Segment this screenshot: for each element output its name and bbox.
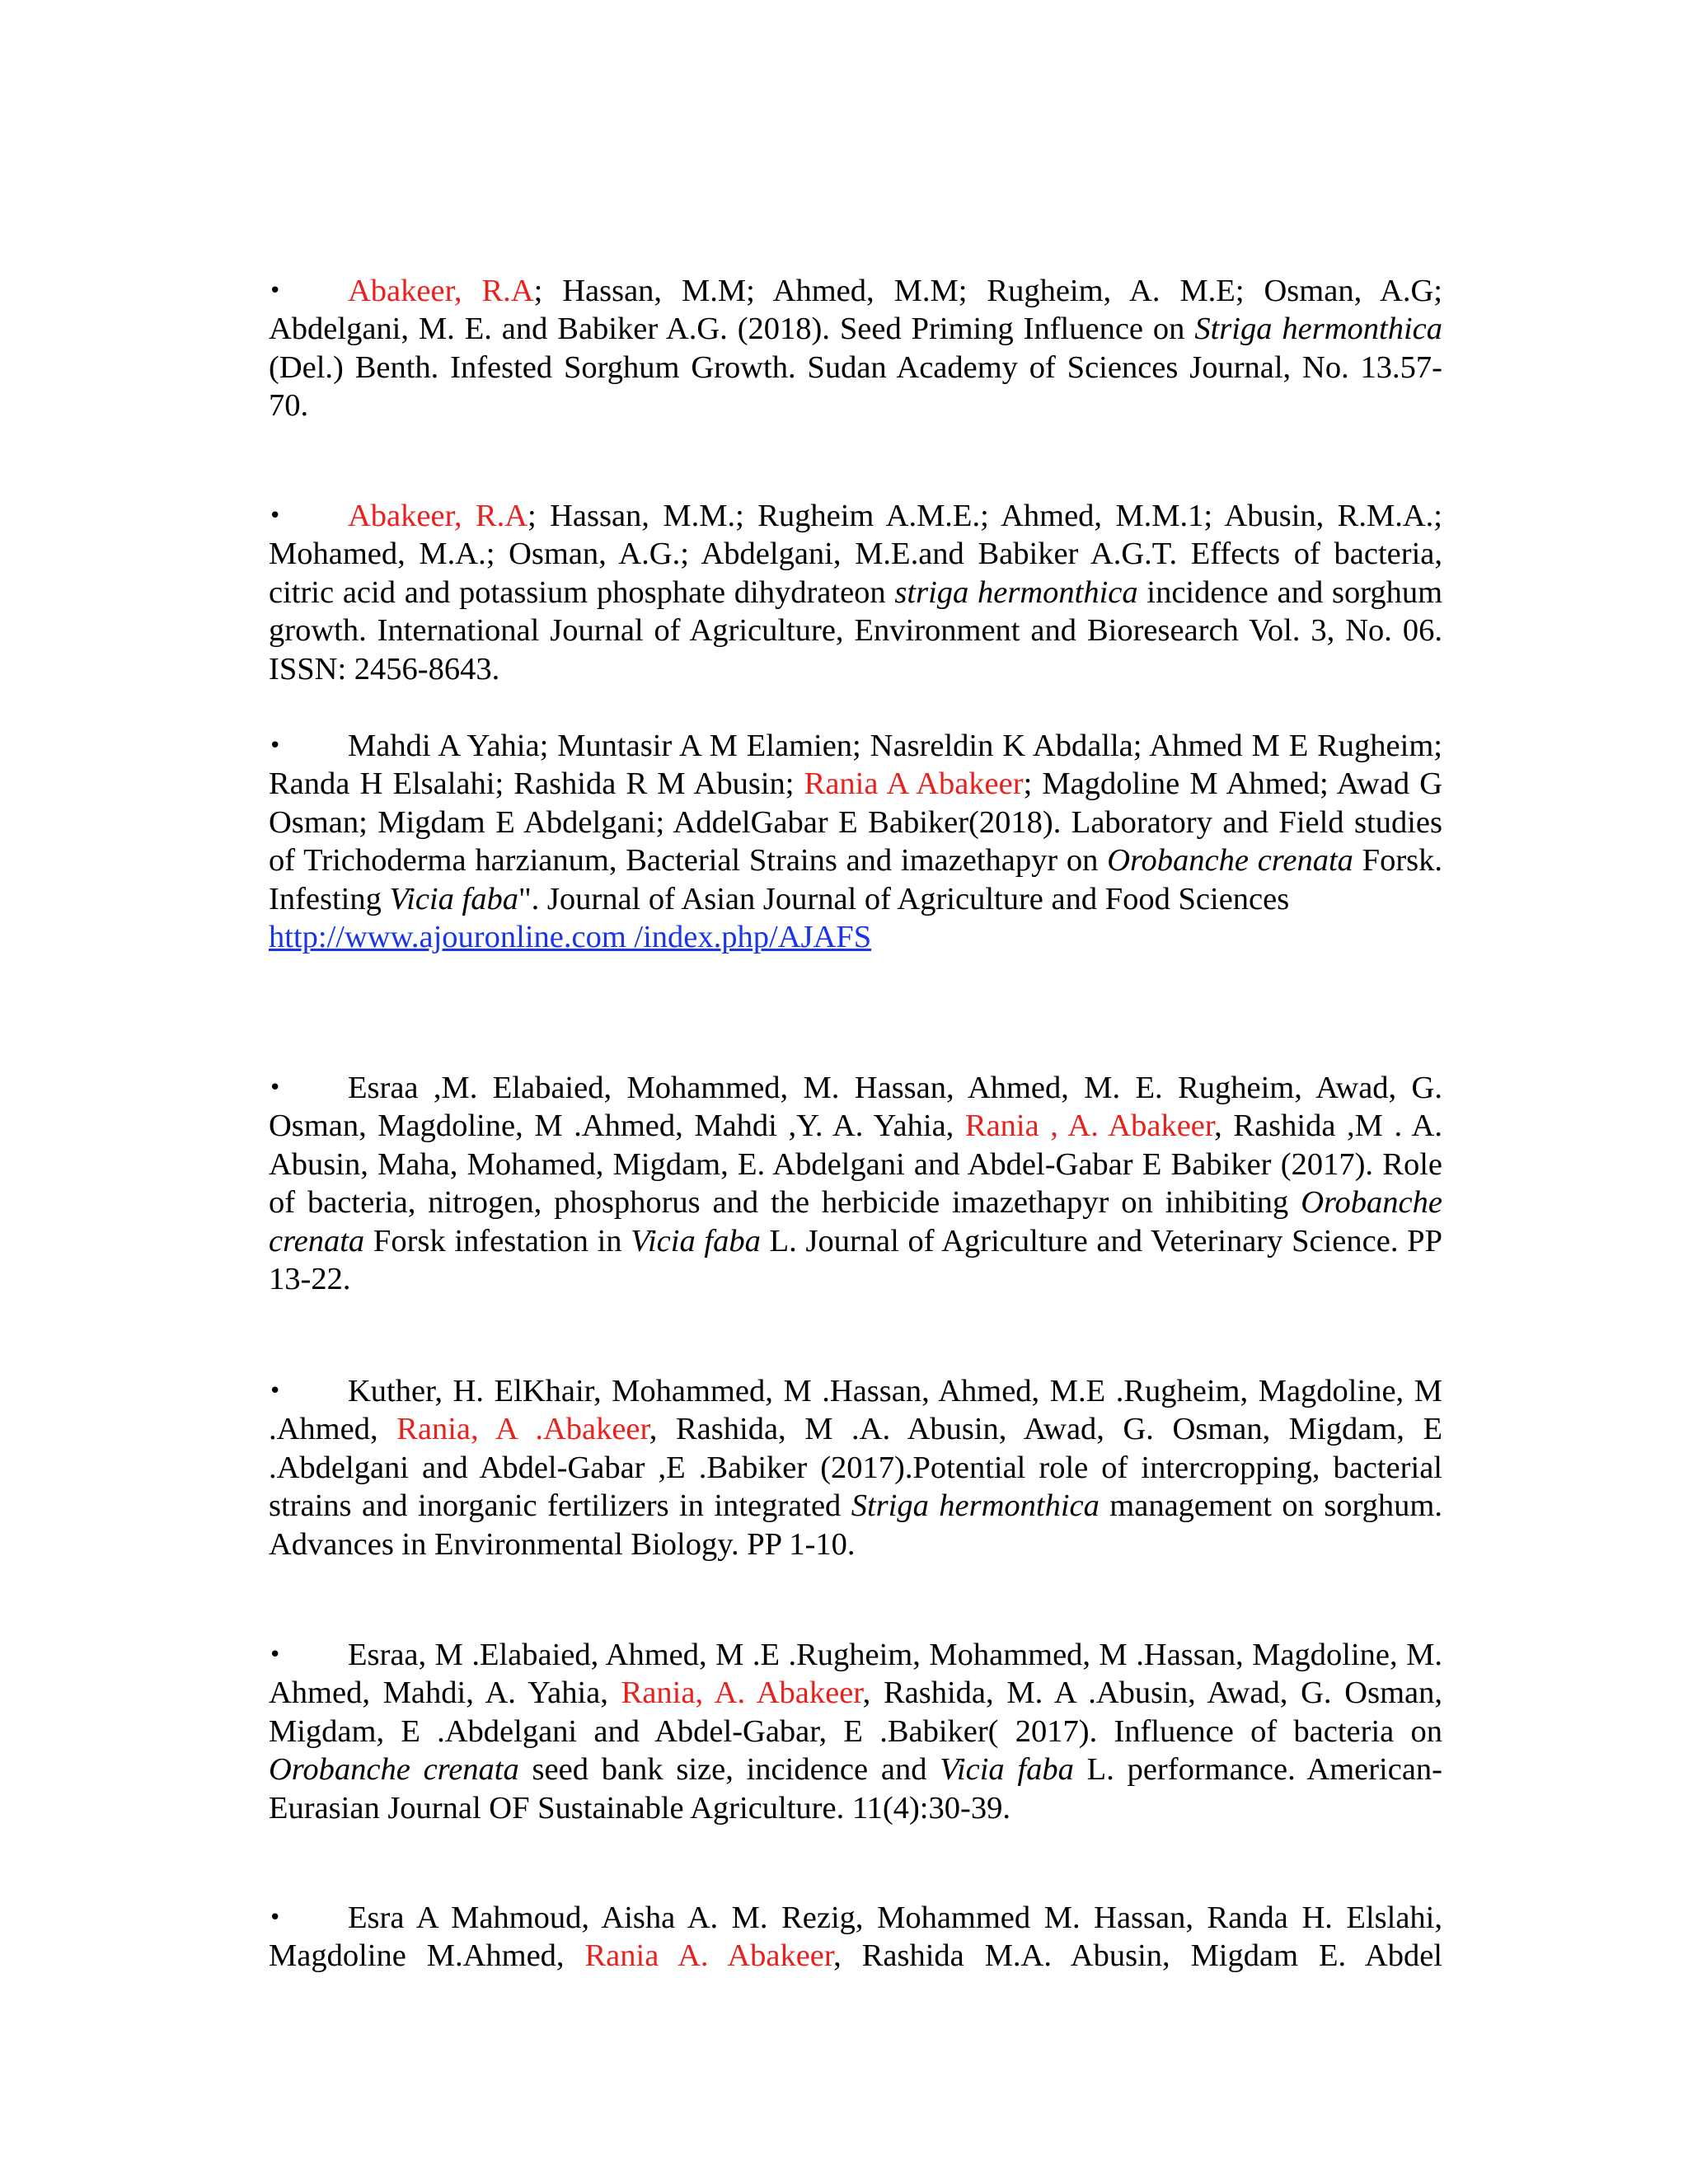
bullet-icon: • [269,733,282,758]
species-name: Orobanche crenata [269,1185,1442,1258]
reference-entry-6 [269,1636,1442,1827]
author-highlight: Rania A Abakeer [804,766,1024,802]
bullet-icon: • [269,1379,282,1404]
bullet-icon: • [269,1905,282,1930]
species-name: Vicia faba [631,1223,761,1258]
author-highlight: Rania , A. Abakeer [964,1108,1215,1144]
journal-link[interactable]: http://www.ajouronline.com /index.php/AJAFS [269,920,872,955]
species-name: Striga hermonthica [851,1488,1100,1524]
reference-text: , Rashida, M. A .Abusin, Awad, G. Osman, Migdam, E .Abdelgani and Abdel-Gabar, E .Babiker( 2017). Influence of bacteria on [269,1675,1442,1749]
species-name: striga hermonthica [894,574,1138,610]
reference-text: incidence and sorghum growth. International Journal of Agriculture, Environment and Bioresearch Vol. 3, No. 06. ISSN: 2456-8643. [269,574,1443,687]
reference-text: ; Hassan, M.M; Ahmed, M.M; Rugheim, A. M.E; Osman, A.G; Abdelgani, M. E. and Babiker A.G. (2018). Seed Priming Influence on [269,274,1442,347]
reference-text: Kuther, H. ElKhair, Mohammed, M .Hassan, Ahmed, M.E .Rugheim, Magdoline, M .Ahmed, [269,1374,1442,1447]
species-name: Vicia faba [389,881,518,916]
reference-entry-5 [269,1372,1442,1563]
author-highlight: Rania A. Abakeer [584,1938,834,1974]
reference-text: , Rashida, M .A. Abusin, Awad, G. Osman, Migdam, E .Abdelgani and Abdel-Gabar ,E .Babiker (2017).Potential role of intercropping, bacterial strains and inorganic fertilizers in integrated [269,1412,1442,1524]
reference-text: Forsk infestation in [364,1223,631,1258]
reference-text: Esraa, M .Elabaied, Ahmed, M .E .Rugheim, Mohammed, M .Hassan, Magdoline, M. Ahmed, Mahdi, A. Yahia, [269,1638,1442,1711]
reference-entry-7 [269,1899,1442,1975]
reference-text: ; Hassan, M.M.; Rugheim A.M.E.; Ahmed, M.M.1; Abusin, R.M.A.; Mohamed, M.A.; Osman, A.G.; Abdelgani, M.E.and Babiker A.G.T. Effects of bacteria, citric acid and potassium phosphate dihydrateon [269,499,1442,610]
species-name: Vicia faba [940,1752,1074,1788]
reference-text: Esra A Mahmoud, Aisha A. M. Rezig, Mohammed M. Hassan, Randa H. Elslahi, Magdoline M.Ahmed, [269,1900,1442,1974]
reference-text: ; Magdoline M Ahmed; Awad G Osman; Migdam E Abdelgani; AddelGabar E Babiker(2018). Laboratory and Field studies of Trichoderma harzianum, Bacterial Strains and imazethapyr on [269,766,1443,879]
reference-text: seed bank size, incidence and [518,1752,940,1788]
author-highlight: Abakeer, R.A [348,499,528,533]
species-name: Orobanche crenata [269,1752,519,1788]
reference-text: (Del.) Benth. Infested Sorghum Growth. Sudan Academy of Sciences Journal, No. 13.57-70. [269,349,1442,424]
author-highlight: Abakeer, R.A [348,274,534,308]
reference-entry-3 [269,727,1442,956]
species-name: Striga hermonthica [1194,312,1442,347]
bullet-icon: • [269,1643,282,1667]
bullet-icon: • [269,504,282,528]
reference-entry-1 [269,272,1442,425]
reference-text: ". Journal of Asian Journal of Agriculture and Food Sciences [518,881,1290,916]
author-highlight: Rania, A. Abakeer [621,1675,863,1711]
species-name: Orobanche crenata [1107,843,1353,879]
reference-text: L. performance. American-Eurasian Journal OF Sustainable Agriculture. 11(4):30-39. [269,1752,1442,1825]
reference-text: management on sorghum. Advances in Environmental Biology. PP 1-10. [269,1488,1442,1562]
reference-text: L. Journal of Agriculture and Veterinary Science. PP 13-22. [269,1223,1442,1297]
bullet-icon: • [269,279,282,303]
reference-text: Forsk. Infesting [269,843,1442,916]
bullet-icon: • [269,1076,282,1100]
reference-text: Esraa ,M. Elabaied, Mohammed, M. Hassan, Ahmed, M. E. Rugheim, Awad, G. Osman, Magdoline, M .Ahmed, Mahdi ,Y. A. Yahia, [269,1071,1442,1144]
reference-text: , Rashida ,M . A. Abusin, Maha, Mohamed, Migdam, E. Abdelgani and Abdel-Gabar E Babiker (2017). Role of bacteria, nitrogen, phosphorus and the herbicide imazethapyr on inhibiting [269,1108,1442,1221]
reference-text: , Rashida M.A. Abusin, Migdam E. Abdel [833,1938,1442,1974]
reference-entry-2 [269,497,1442,688]
reference-text: Mahdi A Yahia; Muntasir A M Elamien; Nasreldin K Abdalla; Ahmed M E Rugheim; Randa H Elsalahi; Rashida R M Abusin; [269,729,1442,802]
author-highlight: Rania, A .Abakeer [396,1412,649,1447]
reference-entry-4 [269,1069,1442,1298]
